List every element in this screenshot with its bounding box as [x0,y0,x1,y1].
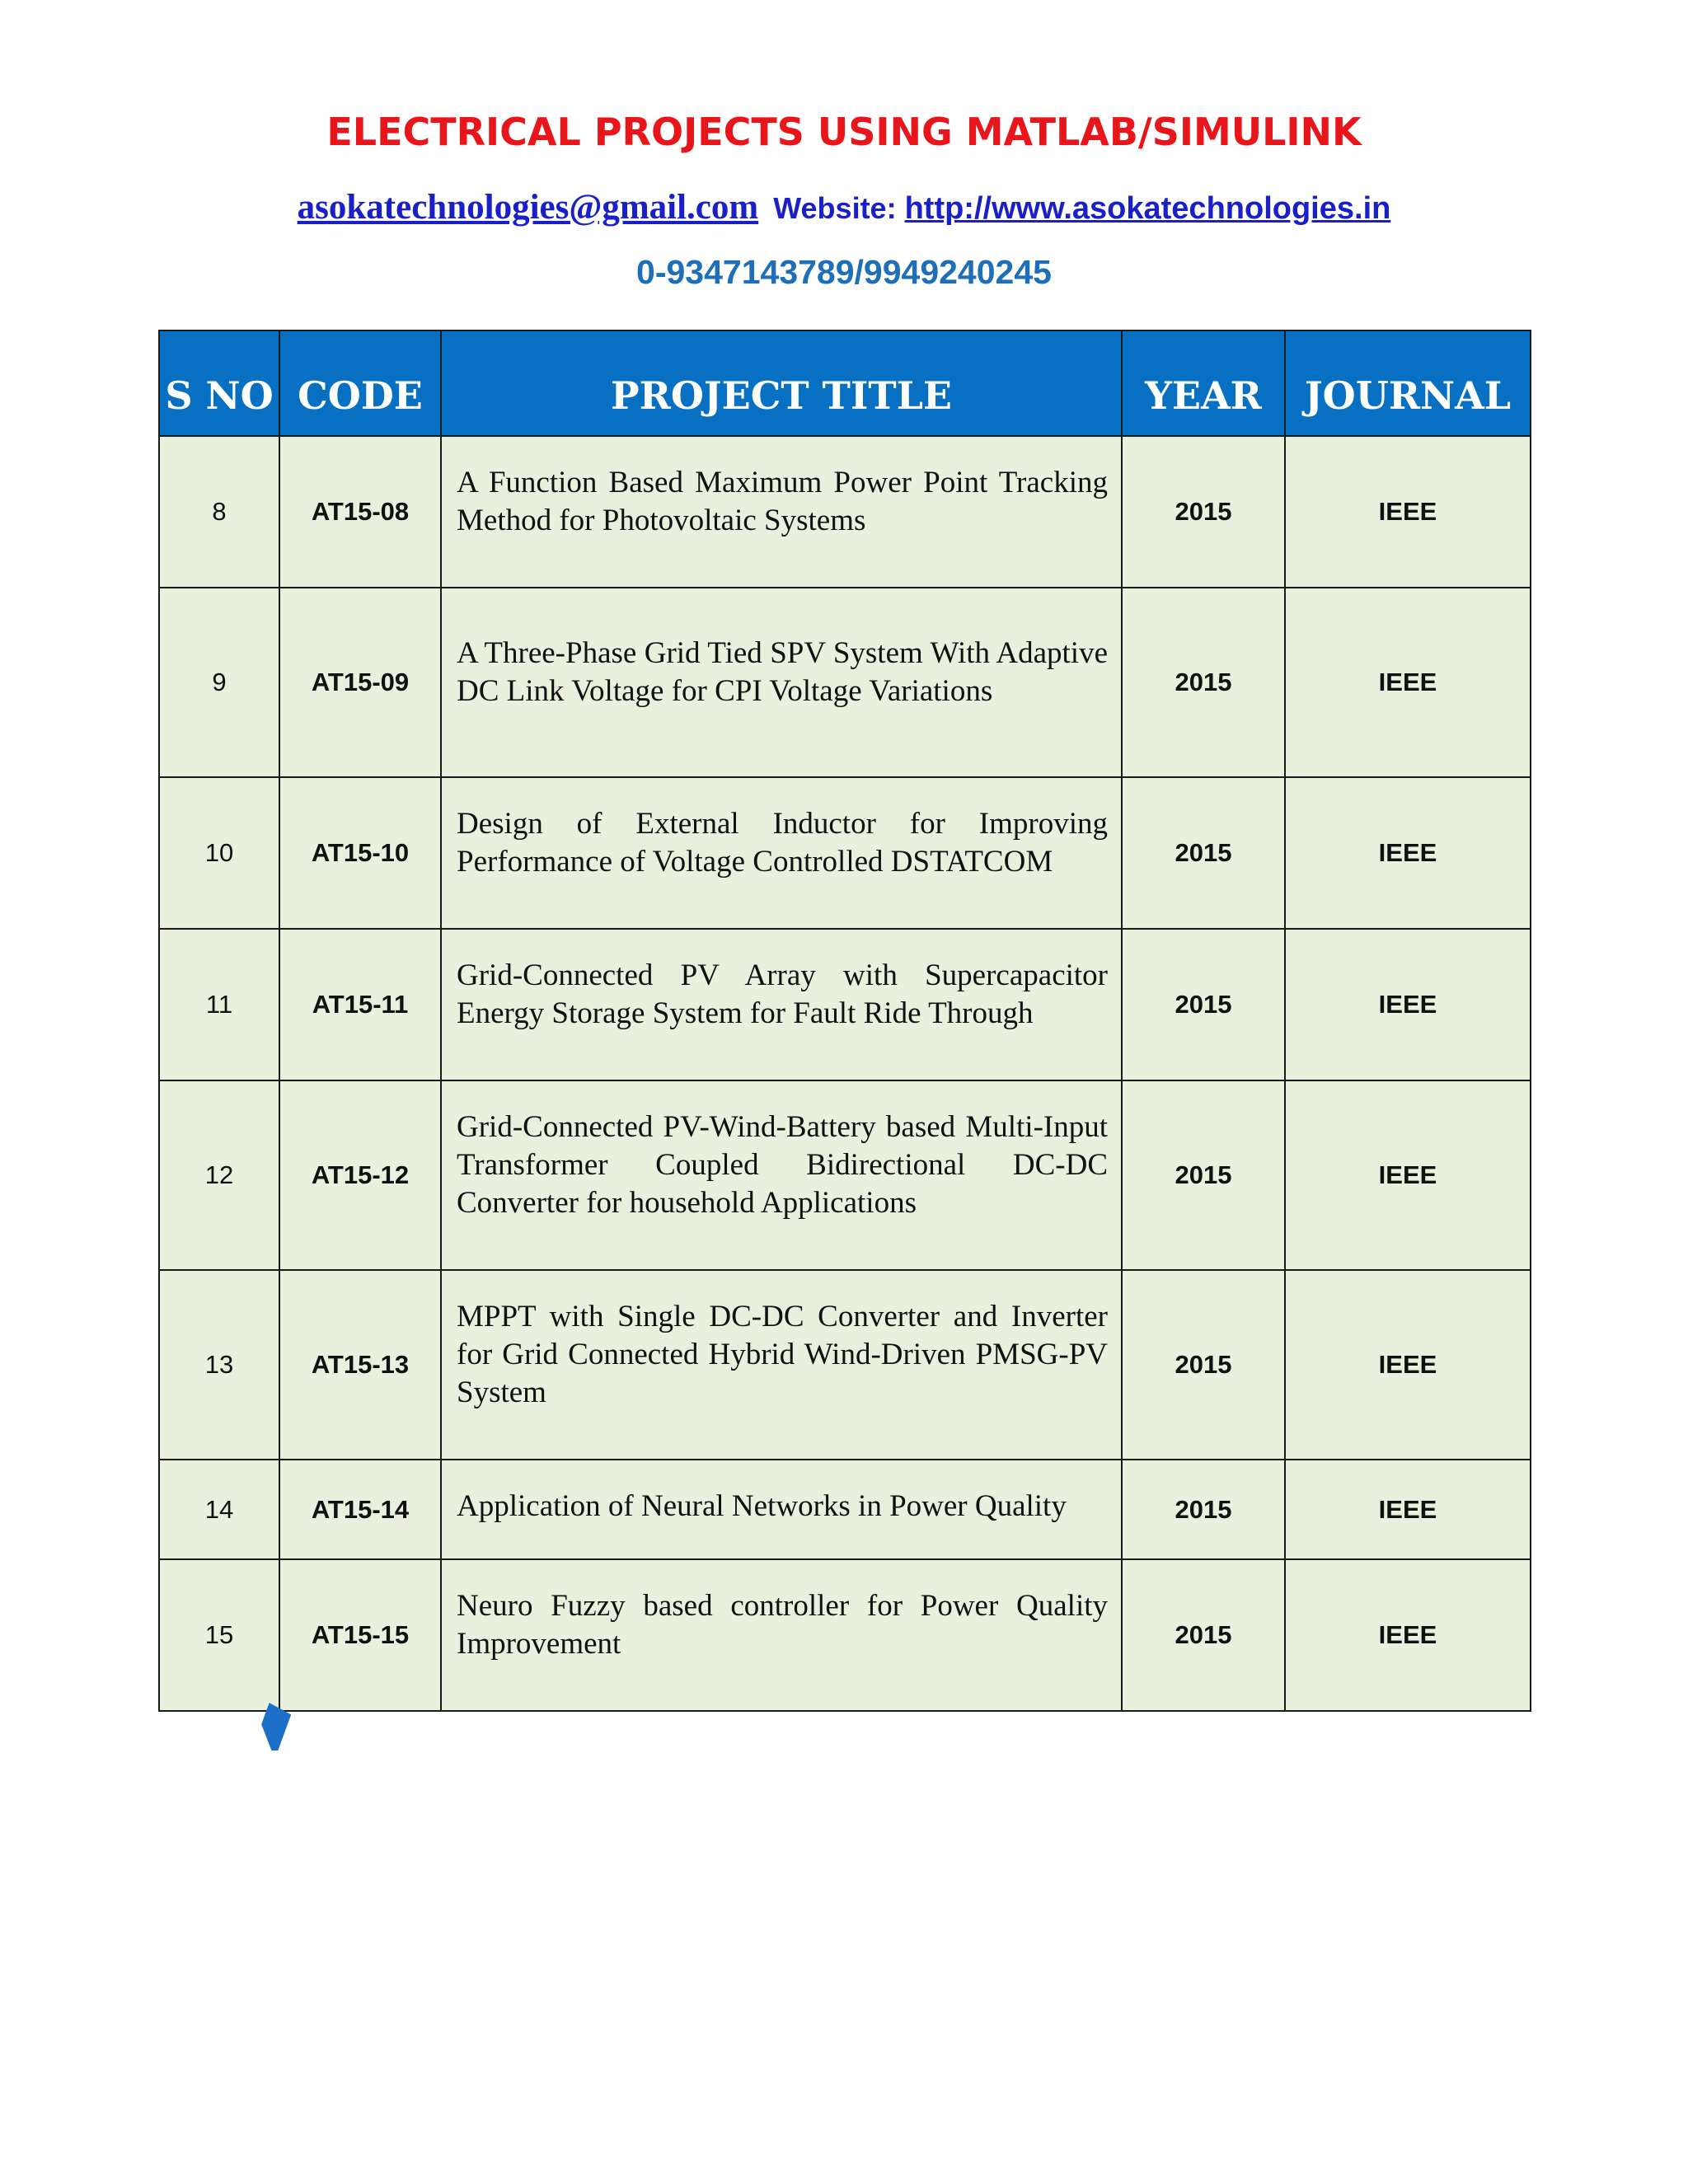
cell-title-text: Design of External Inductor for Improving Performance of Voltage Controlled DSTATCOM [457,807,1108,879]
cell-year: 2015 [1122,1460,1285,1559]
cell-year: 2015 [1122,777,1285,929]
cell-title [441,777,1122,929]
table-header-row [159,330,1531,436]
table-row [159,588,1531,777]
cell-year: 2015 [1122,1270,1285,1460]
cell-journal: IEEE [1285,588,1531,777]
cell-title-text: Neuro Fuzzy based controller for Power Quality Improvement [457,1589,1108,1661]
projects-table [158,330,1531,1712]
cell-code: AT15-08 [279,436,441,588]
cell-sno: 14 [159,1460,279,1559]
cell-title-text: Grid-Connected PV Array with Supercapacitor Energy Storage System for Fault Ride Through [457,958,1108,1030]
cell-code: AT15-15 [279,1559,441,1711]
cell-sno: 15 [159,1559,279,1711]
cell-year: 2015 [1122,1080,1285,1270]
header-year: YEAR [1122,330,1285,436]
cell-title-text: MPPT with Single DC-DC Converter and Inverter for Grid Connected Hybrid Wind-Driven PMSG-PV System [457,1300,1108,1409]
table-row [159,777,1531,929]
cell-journal: IEEE [1285,436,1531,588]
cell-code: AT15-10 [279,777,441,929]
cell-title [441,1460,1122,1559]
cell-title [441,436,1122,588]
cell-sno: 13 [159,1270,279,1460]
cell-code: AT15-13 [279,1270,441,1460]
cell-year: 2015 [1122,1559,1285,1711]
table-row [159,1270,1531,1460]
header-code: CODE [279,330,441,436]
page-title: ELECTRICAL PROJECTS USING MATLAB/SIMULINK [326,110,1362,154]
cell-journal: IEEE [1285,1270,1531,1460]
cell-journal: IEEE [1285,1559,1531,1711]
cell-year: 2015 [1122,588,1285,777]
cell-sno: 8 [159,436,279,588]
table-row [159,929,1531,1080]
cell-sno: 11 [159,929,279,1080]
cell-journal: IEEE [1285,929,1531,1080]
website-link[interactable]: http://www.asokatechnologies.in [904,191,1391,226]
cell-sno: 9 [159,588,279,777]
table-row [159,1559,1531,1711]
table-row [159,1460,1531,1559]
cell-sno: 10 [159,777,279,929]
cell-title [441,1559,1122,1711]
cell-sno: 12 [159,1080,279,1270]
header-sno: S NO [159,330,279,436]
phone-number: 0-9347143789/9949240245 [636,253,1052,291]
cell-title [441,1270,1122,1460]
contact-line [0,185,1688,232]
table-row [159,1080,1531,1270]
header-journal: JOURNAL [1285,330,1531,436]
table-row [159,436,1531,588]
cell-title [441,929,1122,1080]
cell-journal: IEEE [1285,777,1531,929]
cell-journal: IEEE [1285,1080,1531,1270]
cell-code: AT15-14 [279,1460,441,1559]
cell-code: AT15-12 [279,1080,441,1270]
email-link[interactable]: asokatechnologies@gmail.com [297,188,759,227]
header-title: PROJECT TITLE [441,330,1122,436]
cell-title [441,588,1122,777]
cell-year: 2015 [1122,929,1285,1080]
cell-title-text: Application of Neural Networks in Power Quality [457,1488,1067,1523]
cell-title-text: A Function Based Maximum Power Point Tracking Method for Photovoltaic Systems [457,466,1108,537]
cell-title [441,1080,1122,1270]
website-label: Website: [773,191,897,225]
cell-title-text: A Three-Phase Grid Tied SPV System With Adaptive DC Link Voltage for CPI Voltage Variations [457,636,1108,708]
cell-code: AT15-11 [279,929,441,1080]
cell-journal: IEEE [1285,1460,1531,1559]
cell-code: AT15-09 [279,588,441,777]
cell-year: 2015 [1122,436,1285,588]
cell-title-text: Grid-Connected PV-Wind-Battery based Multi-Input Transformer Coupled Bidirectional DC-DC Converter for household Applications [457,1110,1108,1220]
